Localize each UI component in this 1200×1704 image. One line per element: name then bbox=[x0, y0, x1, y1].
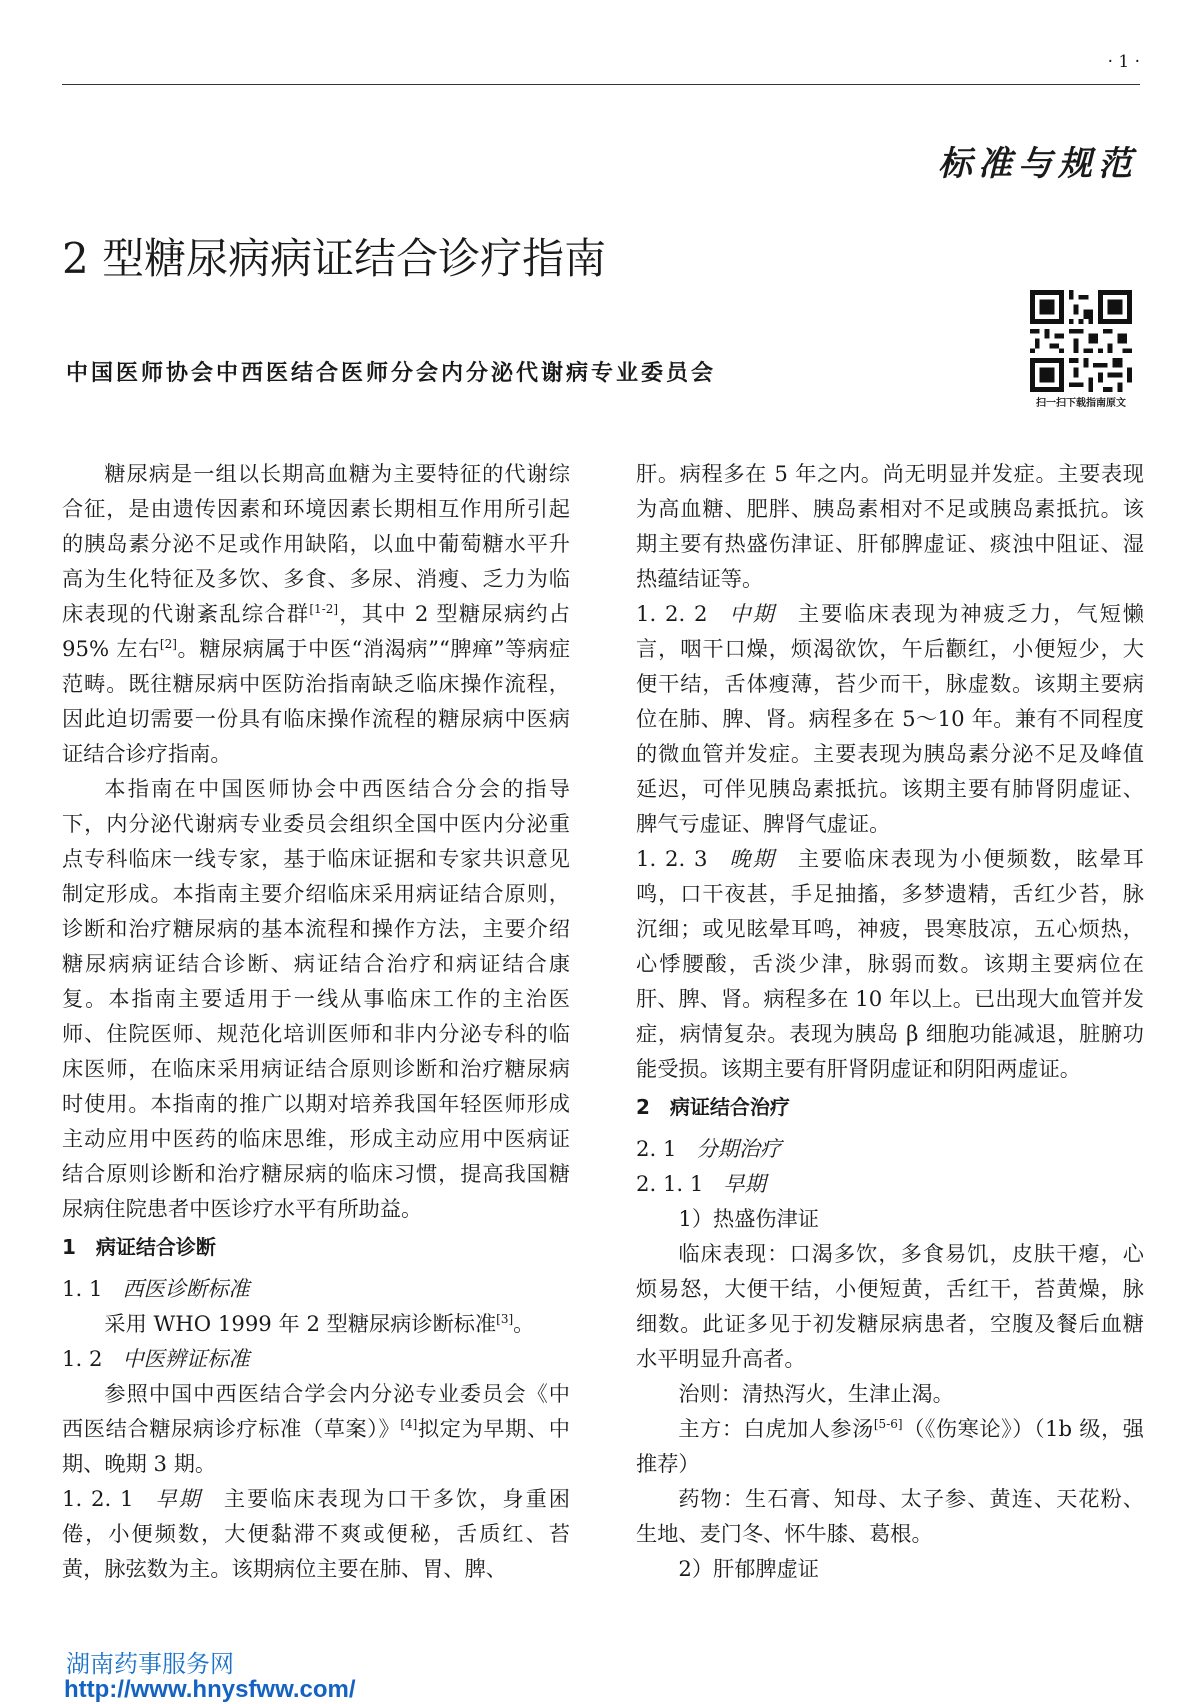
qr-code-icon[interactable] bbox=[1030, 290, 1132, 392]
drugs-paragraph: 药物：生石膏、知母、太子参、黄连、天花粉、生地、麦门冬、怀牛膝、葛根。 bbox=[636, 1486, 1144, 1546]
subsection-2-1-1: 2. 1. 1 早期 bbox=[636, 1171, 766, 1196]
paragraph-1-2-2: 1. 2. 2 中期 主要临床表现为神疲乏力，气短懒言，咽干口燥，烦渴欲饮，午后颧红，小便短少，大便干结，舌体瘦薄，苔少而干，脉虚数。该期主要病位在肺、脾、肾。病程多在 5～10 年。兼有不同程度的微血管并发症。主要表现为胰岛素分泌不足及峰值延迟，可伴见胰岛素抵抗。该期主要有肺肾阴虚证、脾气亏虚证、脾肾气虚证。 bbox=[636, 601, 1144, 836]
top-rule bbox=[62, 84, 1140, 85]
list-item: 1）热盛伤津证 bbox=[678, 1206, 819, 1231]
page-number: · 1 · bbox=[1107, 52, 1140, 72]
main-formula: 主方：白虎加人参汤[5-6]（《伤寒论》）（1b 级，强推荐） bbox=[636, 1416, 1144, 1476]
clinical-paragraph: 临床表现：口渴多饮，多食易饥，皮肤干瘪，心烦易怒，大便干结，小便短黄，舌红干，苔黄燥，脉细数。此证多见于初发糖尿病患者，空腹及餐后血糖水平明显升高者。 bbox=[636, 1241, 1144, 1371]
footer-site-name: 湖南药事服务网 bbox=[66, 1650, 234, 1678]
paragraph-1-2-1: 1. 2. 1 早期 主要临床表现为口干多饮，身重困倦，小便频数，大便黏滞不爽或便秘，舌质红、苔黄，脉弦数为主。该期病位主要在肺、胃、脾、 bbox=[62, 1486, 570, 1581]
paragraph-1-2: 参照中国中西医结合学会内分泌专业委员会《中西医结合糖尿病诊疗标准（草案）》[4]拟定为早期、中期、晚期 3 期。 bbox=[62, 1381, 570, 1476]
paragraph-1-1: 采用 WHO 1999 年 2 型糖尿病诊断标准[3]。 bbox=[104, 1311, 535, 1336]
scope-paragraph: 本指南在中国医师协会中西医结合分会的指导下，内分泌代谢病专业委员会组织全国中医内分泌重点专科临床一线专家，基于临床证据和专家共识意见制定形成。本指南主要介绍临床采用病证结合原则，诊断和治疗糖尿病的基本流程和操作方法，主要介绍糖尿病病证结合诊断、病证结合治疗和病证结合康复。本指南主要适用于一线从事临床工作的主治医师、住院医师、规范化培训医师和非内分泌专科的临床医师，在临床采用病证结合原则诊断和治疗糖尿病时使用。本指南的推广以期对培养我国年轻医师形成主动应用中医药的临床思维，形成主动应用中医病证结合原则诊断和治疗糖尿病的临床习惯，提高我国糖尿病住院患者中医诊疗水平有所助益。 bbox=[62, 776, 570, 1221]
intro-paragraph: 糖尿病是一组以长期高血糖为主要特征的代谢综合征，是由遗传因素和环境因素长期相互作用所引起的胰岛素分泌不足或作用缺陷，以血中葡萄糖水平升高为生化特征及多饮、多食、多尿、消瘦、乏力为临床表现的代谢紊乱综合群[1-2]，其中 2 型糖尿病约占 95% 左右[2]。糖尿病属于中医“消渴病”“脾瘅”等病症范畴。既往糖尿病中医防治指南缺乏临床操作流程，因此迫切需要一份具有临床操作流程的糖尿病中医病证结合诊疗指南。 bbox=[62, 461, 571, 766]
citation: [5-6] bbox=[873, 1416, 903, 1431]
subsection-2-1: 2. 1 分期治疗 bbox=[636, 1136, 782, 1161]
continued-paragraph: 肝。病程多在 5 年之内。尚无明显并发症。主要表现为高血糖、肥胖、胰岛素相对不足或胰岛素抵抗。该期主要有热盛伤津证、肝郁脾虚证、痰浊中阻证、湿热蕴结证等。 bbox=[636, 461, 1144, 591]
section-label: 标准与规范 bbox=[938, 144, 1138, 184]
citation: [2] bbox=[159, 636, 177, 651]
article-title: 2 型糖尿病病证结合诊疗指南 bbox=[62, 234, 607, 283]
section-heading-2: 2 病证结合治疗 bbox=[636, 1095, 790, 1119]
subsection-1-1: 1. 1 西医诊断标准 bbox=[62, 1276, 250, 1301]
citation: [3] bbox=[496, 1311, 514, 1326]
subsection-1-2: 1. 2 中医辨证标准 bbox=[62, 1346, 250, 1371]
footer-site-link[interactable]: http://www.hnysfww.com/ bbox=[64, 1676, 356, 1703]
paragraph-1-2-3: 1. 2. 3 晚期 主要临床表现为小便频数，眩晕耳鸣，口干夜甚，手足抽搐，多梦遗精，舌红少苔，脉沉细；或见眩晕耳鸣，神疲，畏寒肢凉，五心烦热，心悸腰酸，舌淡少津，脉弱而数。该期主要病位在肝、脾、肾。病程多在 10 年以上。已出现大血管并发症，病情复杂。表现为胰岛 β 细胞功能减退，脏腑功能受损。该期主要有肝肾阴虚证和阴阳两虚证。 bbox=[636, 846, 1144, 1081]
qr-caption: 扫一扫下载指南原文 bbox=[1036, 398, 1126, 409]
citation: [1-2] bbox=[309, 601, 339, 616]
authors: 中国医师协会中西医结合医师分会内分泌代谢病专业委员会 bbox=[66, 360, 717, 386]
list-item: 2）肝郁脾虚证 bbox=[678, 1556, 819, 1581]
treatment-rule: 治则：清热泻火，生津止渴。 bbox=[678, 1381, 954, 1406]
right-column bbox=[636, 456, 1144, 1586]
left-column bbox=[62, 456, 570, 1586]
citation: [4] bbox=[400, 1416, 418, 1431]
section-heading-1: 1 病证结合诊断 bbox=[62, 1235, 216, 1259]
